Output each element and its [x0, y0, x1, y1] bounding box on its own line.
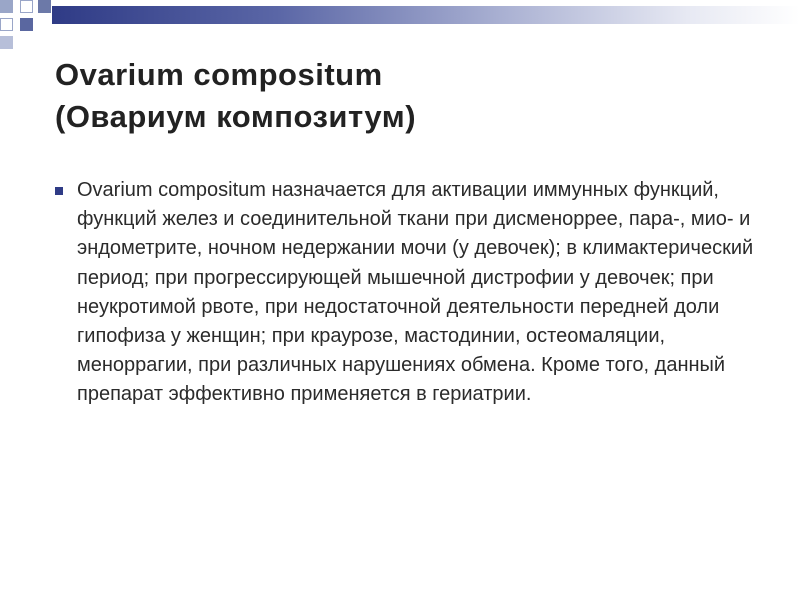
deco-square — [20, 0, 33, 13]
bullet-text: Ovarium compositum назначается для активации иммунных функций, функций желез и соединительной ткани при дисменоррее, пара-, мио- и эндометрите, ночном недержании мочи (у девочек); в климактерический период; при прогрессирующей мышечной дистрофии у девочек; при неукротимой рвоте, при недостаточной деятельности передней доли гипофиза у женщин; при краурозе, мастодинии, остеомаляции, меноррагии, при различных нарушениях обмена. Кроме того, данный препарат эффективно применяется в гериатрии. — [77, 179, 754, 406]
slide-title-line: (Овариум композитум) — [55, 99, 417, 134]
square-bullet-icon — [55, 187, 63, 195]
header-gradient-bar — [52, 6, 800, 24]
bullet-list — [55, 176, 755, 410]
slide-title-line: Ovarium compositum — [55, 57, 383, 92]
corner-decoration — [0, 0, 60, 50]
slide-title — [55, 54, 416, 138]
deco-square — [38, 0, 51, 13]
deco-square — [20, 18, 33, 31]
deco-square — [0, 18, 13, 31]
deco-square — [0, 36, 13, 49]
deco-square — [0, 0, 13, 13]
bullet-item — [55, 176, 755, 410]
